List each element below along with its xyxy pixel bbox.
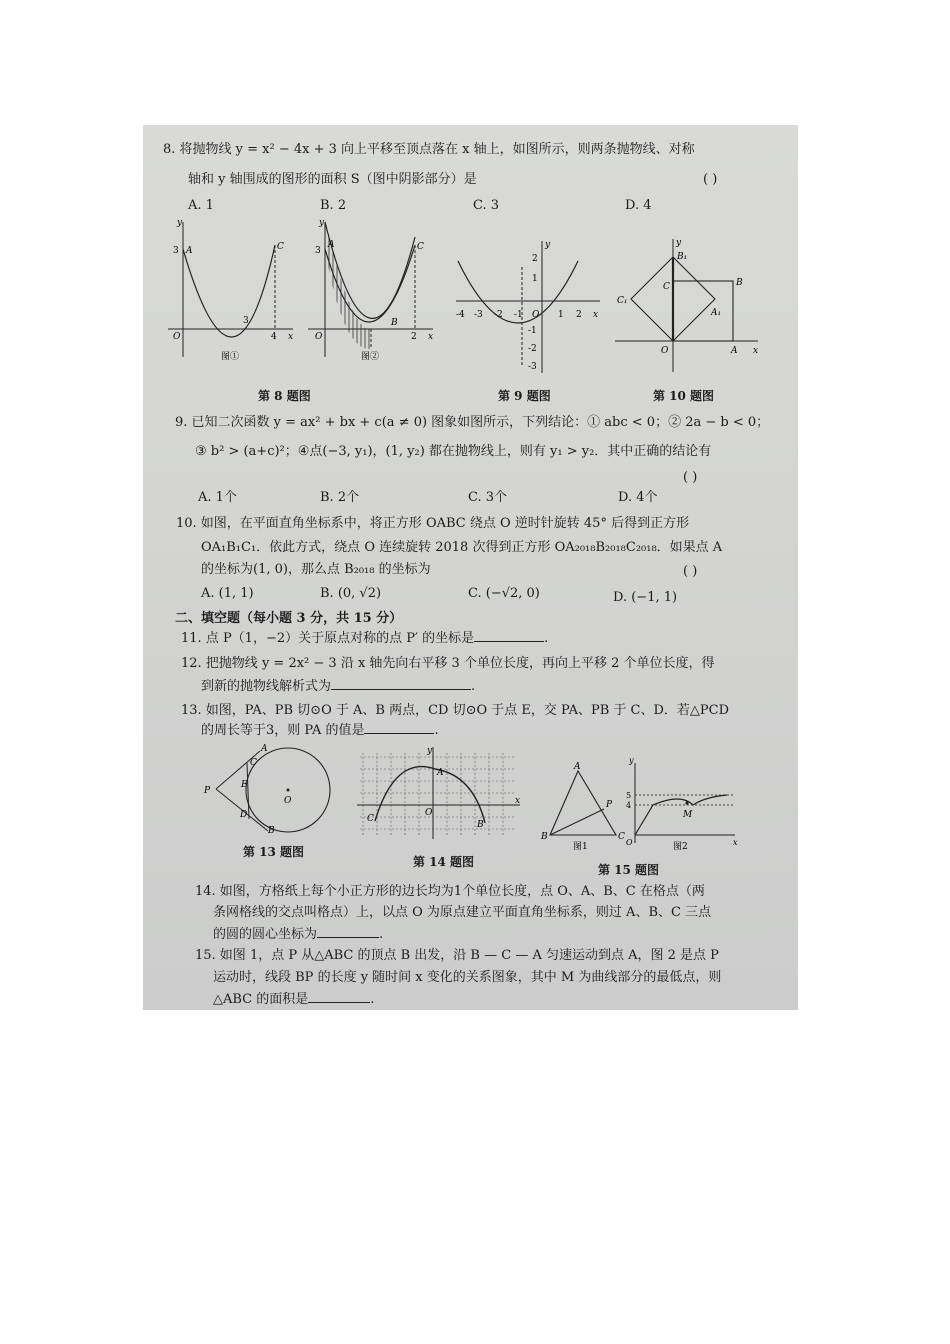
q14-end: . (379, 927, 384, 942)
figure-13-tangent-circle (198, 743, 343, 838)
figure-8-graph-2 (303, 217, 438, 372)
q13-line1: 13. 如图，PA、PB 切⊙O 于 A、B 两点，CD 切⊙O 于点 E，交 PA、PB 于 C、D．若△PCD (181, 703, 729, 718)
figure-14-grid-circle (355, 745, 525, 845)
f14-label-b: B (477, 820, 484, 830)
f9-label-x: x (593, 310, 599, 320)
f8b-label-a: A (328, 240, 335, 250)
q15-line2: 运动时，线段 BP 的长度 y 随时间 x 变化的关系图象，其中 M 为曲线部分的最低点，则 (213, 970, 722, 985)
f13-label-a: A (261, 744, 268, 754)
caption-fig-10: 第 10 题图 (653, 389, 715, 403)
q10-line2: OA₁B₁C₁．依此方式，绕点 O 连续旋转 2018 次得到正方形 OA₂₀₁₈B₂₀₁₈C₂₀₁₈．如果点 A (201, 540, 723, 555)
q9-line1: 9. 已知二次函数 y = ax² + bx + c(a ≠ 0) 图象如图所示，下列结论：① abc < 0；② 2a − b < 0； (175, 415, 770, 430)
q11-question: 11. 点 P（1，−2）关于原点对称的点 P′ 的坐标是 (181, 631, 475, 646)
q9-option-c: C. 3个 (468, 490, 508, 505)
figure-9-parabola (448, 237, 608, 377)
f15-label-m: M (683, 810, 693, 820)
section-2-heading: 二、填空题（每小题 3 分，共 15 分） (175, 611, 403, 626)
q10-option-d: D. (−1, 1) (613, 590, 678, 605)
f15-fig2-label: 图2 (673, 842, 688, 850)
q14-answer-blank[interactable] (317, 925, 379, 938)
caption-fig-14: 第 14 题图 (413, 855, 475, 869)
f8b-label-3: 3 (315, 246, 321, 256)
q13-line2-row (201, 721, 439, 740)
f9-tick-x-neg3: -3 (474, 310, 483, 320)
f13-label-d: D (240, 810, 248, 820)
f10-label-x: x (753, 346, 759, 356)
q9-option-d: D. 4个 (618, 490, 658, 505)
f10-label-a1: A₁ (711, 308, 722, 318)
caption-fig-8: 第 8 题图 (258, 389, 311, 403)
q8-line1: 8. 将抛物线 y = x² − 4x + 3 向上平移至顶点落在 x 轴上，如图所示，则两条抛物线、对称 (163, 142, 695, 157)
f14-label-x: x (515, 796, 521, 806)
caption-fig-15: 第 15 题图 (598, 863, 660, 877)
q8-option-d: D. 4 (625, 198, 652, 213)
f9-tick-y-1: 1 (532, 274, 538, 284)
q9-line2: ③ b² > (a+c)²；④点(−3, y₁)，(1, y₂) 都在抛物线上，则有 y₁ > y₂．其中正确的结论有 (195, 444, 712, 459)
f15-label-x: x (733, 838, 738, 847)
f14-label-a: A (437, 768, 444, 778)
q10-line3: 的坐标为(1, 0)，那么点 B₂₀₁₈ 的坐标为 (201, 562, 431, 577)
f13-label-p: P (204, 786, 211, 796)
q14-line2: 条网格线的交点叫格点）上，以点 O 为原点建立平面直角坐标系，则过 A、B、C 三点 (213, 905, 712, 920)
f8b-label-y: y (319, 218, 325, 228)
f9-origin: O (532, 310, 540, 320)
f9-tick-y-neg2: -2 (528, 344, 537, 354)
f15-label-b: B (541, 832, 548, 842)
f8a-label-y: y (177, 218, 183, 228)
f9-tick-y-neg3: -3 (528, 362, 537, 372)
f13-label-o: O (284, 796, 292, 806)
f9-tick-y-neg1: -1 (528, 326, 537, 336)
q11-end: . (544, 631, 549, 646)
q13-end: . (434, 723, 439, 738)
q8-option-a: A. 1 (188, 198, 214, 213)
q10-line1: 10. 如图，在平面直角坐标系中，将正方形 OABC 绕点 O 逆时针旋转 45° 后得到正方形 (176, 516, 690, 531)
f15-tick-4: 4 (626, 801, 632, 810)
f10-label-y: y (676, 238, 682, 248)
q15-end: . (370, 992, 375, 1007)
q12-line1: 12. 把抛物线 y = 2x² − 3 沿 x 轴先向右平移 3 个单位长度，再向上平移 2 个单位长度，得 (181, 656, 715, 671)
q10-option-b: B. (0, √2) (320, 586, 382, 601)
q10-option-c: C. (−√2, 0) (468, 586, 540, 601)
f8b-label-x: x (428, 332, 434, 342)
f9-tick-x-1: 1 (558, 310, 564, 320)
q11-text (181, 629, 548, 648)
f8b-label-b: B (391, 318, 398, 328)
q12-end: . (471, 679, 476, 694)
photographed-exam-page (143, 125, 798, 1010)
f9-tick-x-2: 2 (576, 310, 582, 320)
f9-tick-x-neg4: -4 (456, 310, 465, 320)
q14-line3: 的圆的圆心坐标为 (213, 927, 318, 942)
f8b-label-2: 2 (411, 332, 417, 342)
f8a-fig-label: 图① (221, 352, 240, 362)
figure-15-graph (623, 755, 743, 850)
f15-label-p: P (606, 800, 613, 810)
f15-fig1-label: 图1 (573, 842, 588, 851)
f10-label-b: B (736, 278, 743, 288)
q15-line3: △ABC 的面积是 (213, 992, 309, 1007)
f15-label-a: A (574, 762, 581, 772)
q14-line1: 14. 如图，方格纸上每个小正方形的边长均为1个单位长度，点 O、A、B、C 在格点（两 (195, 884, 705, 899)
figure-8-graph-1 (163, 217, 298, 372)
figure-10-rotated-squares (613, 237, 763, 377)
q15-line3-row (213, 990, 374, 1009)
q8-answer-paren: ( ) (703, 172, 718, 187)
q12-answer-blank[interactable] (331, 677, 471, 690)
f9-label-y: y (545, 240, 551, 250)
f15-label-y: y (629, 756, 634, 765)
figure-15-triangle (538, 761, 628, 851)
f10-label-a: A (731, 346, 738, 356)
f15-label-o: O (626, 838, 633, 847)
f8a-label-c: C (277, 242, 284, 252)
f10-label-c: C (663, 282, 670, 292)
f8a-label-3-vertex: 3 (243, 316, 249, 326)
q11-answer-blank[interactable] (474, 629, 544, 642)
f8b-fig-label: 图② (361, 352, 380, 362)
q9-option-b: B. 2个 (320, 490, 360, 505)
f9-tick-y-2: 2 (532, 254, 538, 264)
q12-line2: 到新的抛物线解析式为 (201, 679, 332, 694)
q8-option-c: C. 3 (473, 198, 500, 213)
f8b-label-o: O (315, 332, 323, 342)
f8b-label-c: C (417, 242, 424, 252)
q9-answer-paren: ( ) (683, 470, 698, 485)
f8a-label-x: x (288, 332, 294, 342)
caption-fig-13: 第 13 题图 (243, 845, 305, 859)
f8a-label-3: 3 (173, 246, 179, 256)
f15-label-c: C (618, 832, 625, 842)
f9-tick-x-neg2: -2 (494, 310, 503, 320)
f8a-label-a: A (186, 246, 193, 256)
f15-tick-5: 5 (626, 791, 632, 800)
q14-line3-row (213, 925, 383, 944)
f9-tick-x-neg1: -1 (514, 310, 523, 320)
q12-line2-row (201, 677, 475, 696)
q8-line2: 轴和 y 轴围成的图形的面积 S（图中阴影部分）是 (188, 172, 477, 187)
q13-line2: 的周长等于3，则 PA 的值是 (201, 723, 365, 738)
f14-label-o: O (425, 808, 433, 818)
f8a-label-o: O (173, 332, 181, 342)
f13-label-e: E (241, 780, 248, 790)
f13-label-b: B (268, 826, 275, 836)
q8-option-b: B. 2 (320, 198, 347, 213)
q10-option-a: A. (1, 1) (201, 586, 254, 601)
q10-answer-paren: ( ) (683, 564, 698, 579)
q15-answer-blank[interactable] (308, 990, 370, 1003)
f14-label-c: C (367, 814, 374, 824)
f8a-label-4: 4 (271, 332, 277, 342)
f13-label-c: C (250, 758, 257, 768)
f10-label-b1: B₁ (677, 252, 688, 262)
f10-label-c1: C₁ (617, 296, 628, 306)
q9-option-a: A. 1个 (198, 490, 237, 505)
f14-label-y: y (427, 746, 433, 756)
q15-line1: 15. 如图 1，点 P 从△ABC 的顶点 B 出发，沿 B — C — A 匀速运动到点 A，图 2 是点 P (195, 948, 719, 963)
q13-answer-blank[interactable] (364, 721, 434, 734)
caption-fig-9: 第 9 题图 (498, 389, 551, 403)
f10-label-o: O (661, 346, 669, 356)
